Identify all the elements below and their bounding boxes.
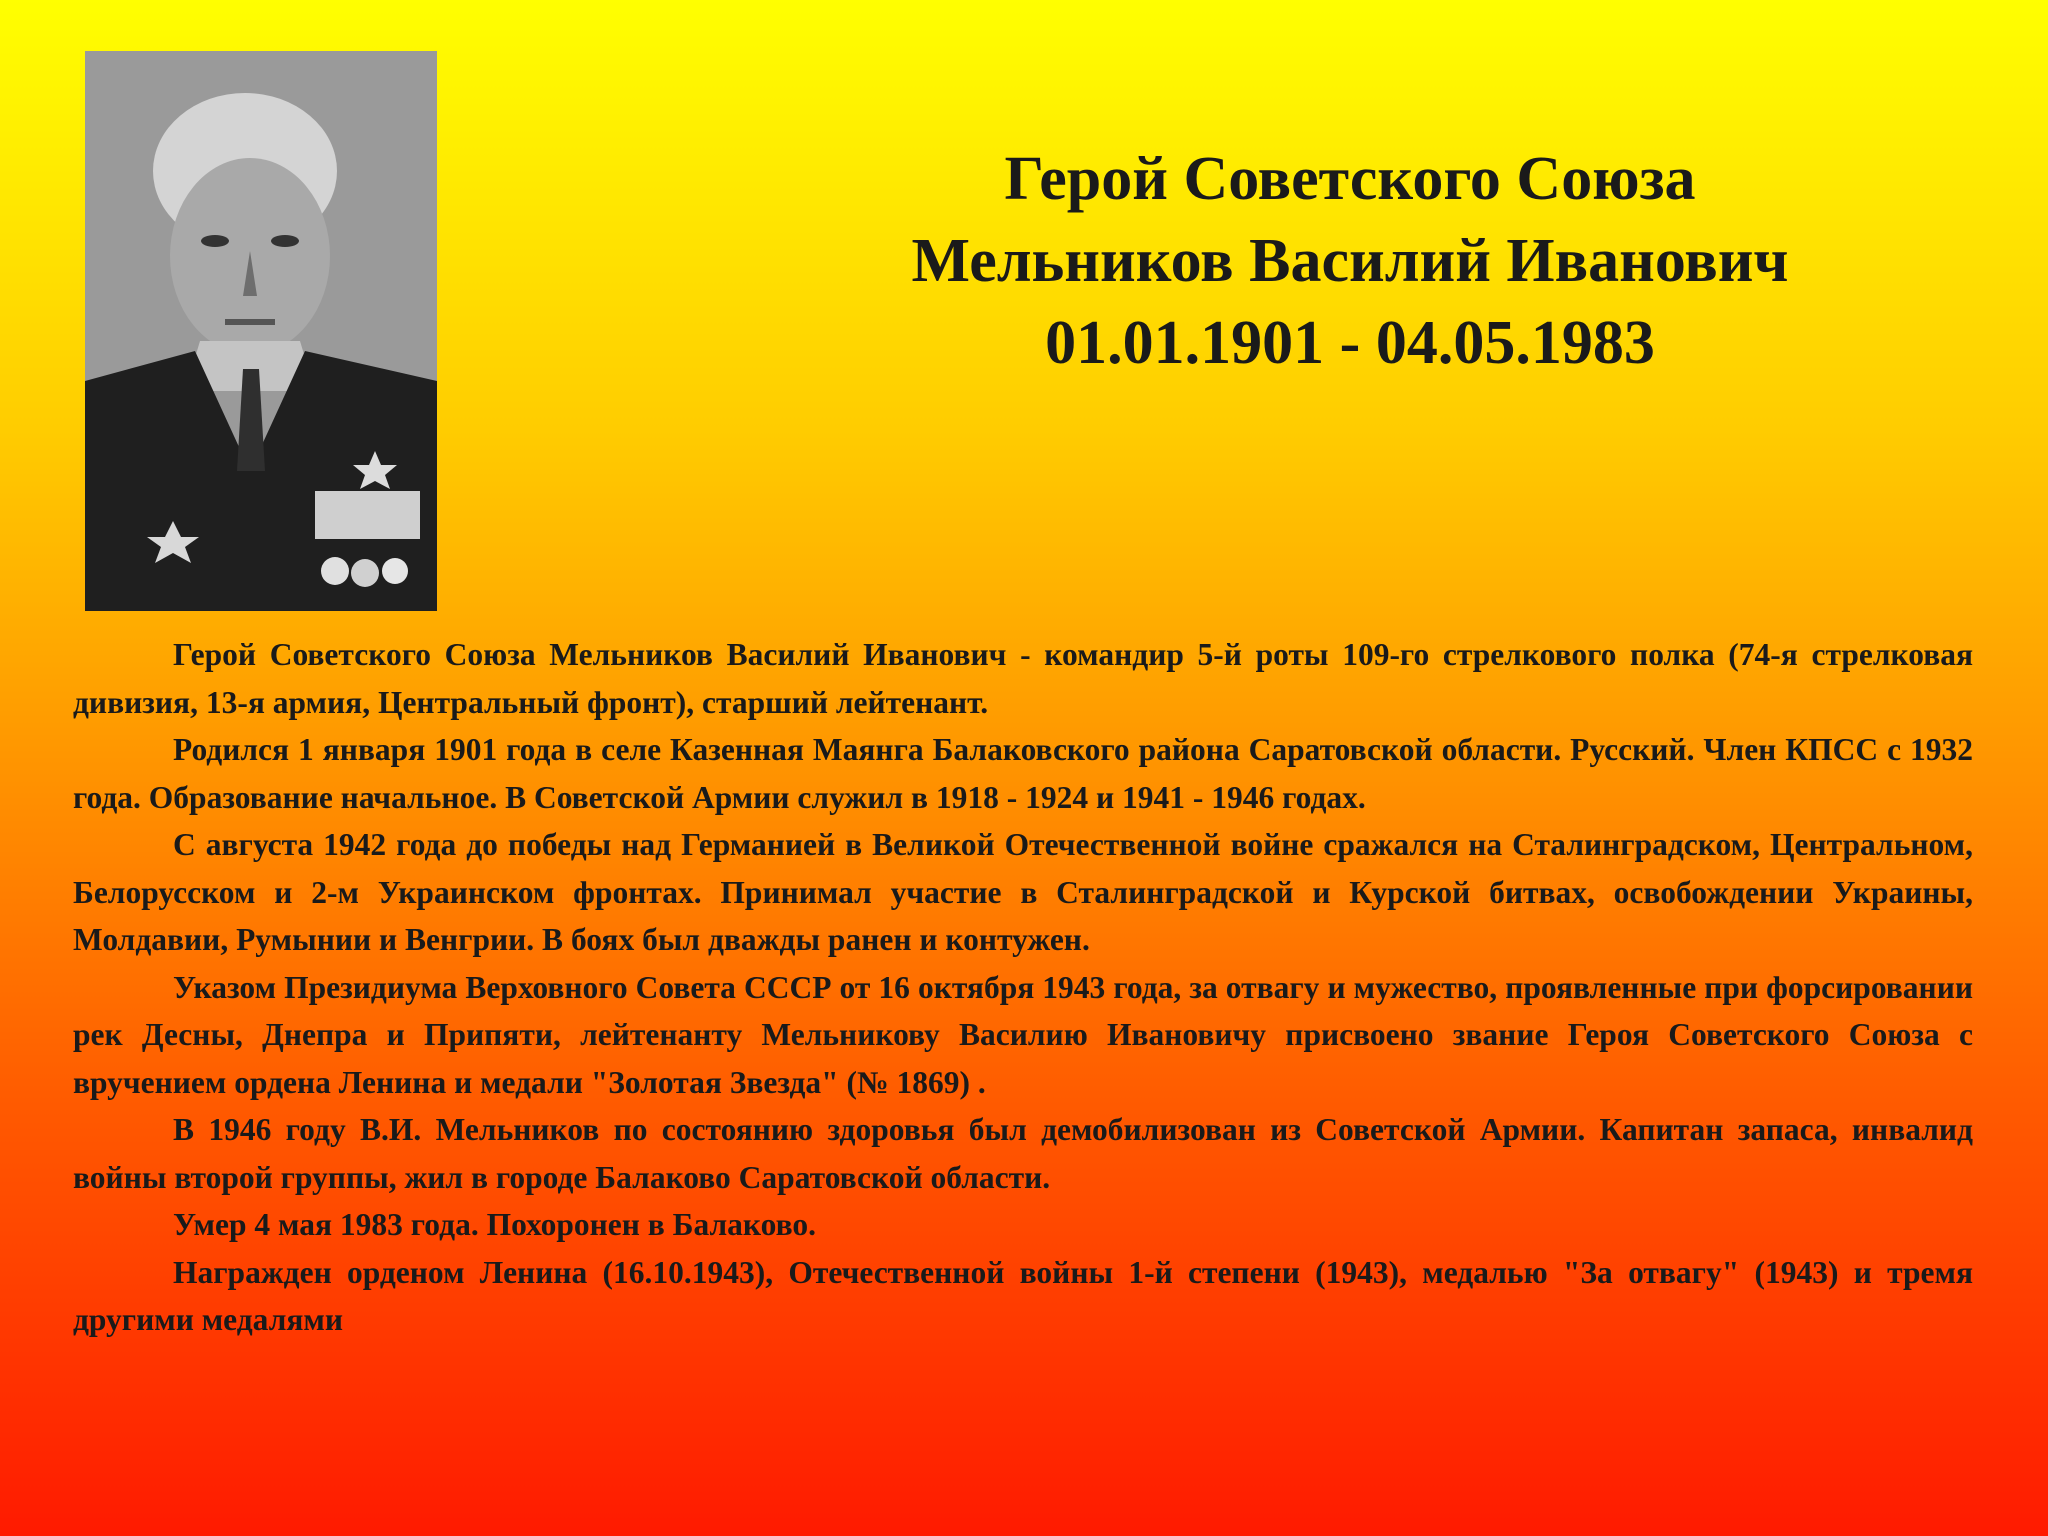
bio-paragraph: С августа 1942 года до победы над Германией в Великой Отечественной войне сражался на Сталинградском, Центральном, Белорусском и 2-м Украинском фронтах. Принимал участие в Сталинградской и Курской битвах, освобождении Украины, Молдавии, Румынии и Венгрии. В боях был дважды ранен и контужен. [73,827,1973,957]
bio-paragraph: Указом Президиума Верховного Совета СССР от 16 октября 1943 года, за отвагу и мужество, проявленные при форсировании рек Десны, Днепра и Припяти, лейтенанту Мельникову Василию Ивановичу присвоено звание Героя Советского Союза с вручением ордена Ленина и медали "Золотая Звезда" (№ 1869) . [73,969,1973,1100]
bio-paragraph: Умер 4 мая 1983 года. Похоронен в Балаково. [173,1207,817,1242]
title-line-dates: 01.01.1901 - 04.05.1983 [1045,309,1655,377]
biography-text [73,631,1973,1344]
bio-paragraph: В 1946 году В.И. Мельников по состоянию здоровья был демобилизован из Советской Армии. Капитан запаса, инвалид войны второй группы, жил в городе Балаково Саратовской области. [73,1112,1973,1195]
bio-paragraph: Родился 1 января 1901 года в селе Казенная Маянга Балаковского района Саратовской области. Русский. Член КПСС с 1932 года. Образование начальное. В Советской Армии служил в 1918 - 1924 и 1941 - 1946 годах. [73,732,1973,815]
portrait-photo [85,51,437,611]
bio-paragraph: Награжден орденом Ленина (16.10.1943), Отечественной войны 1-й степени (1943), медалью "За отвагу" (1943) и тремя другими медалями [73,1254,1973,1337]
title-line-name: Мельников Василий Иванович [911,227,1789,295]
title-line-hero: Герой Советского Союза [1004,145,1696,213]
bio-paragraph: Герой Советского Союза Мельников Василий Иванович - командир 5-й роты 109-го стрелкового полка (74-я стрелковая дивизия, 13-я армия, Центральный фронт), старший лейтенант. [73,637,1973,720]
portrait-photo-icon [85,51,437,611]
page-title [700,138,2000,384]
